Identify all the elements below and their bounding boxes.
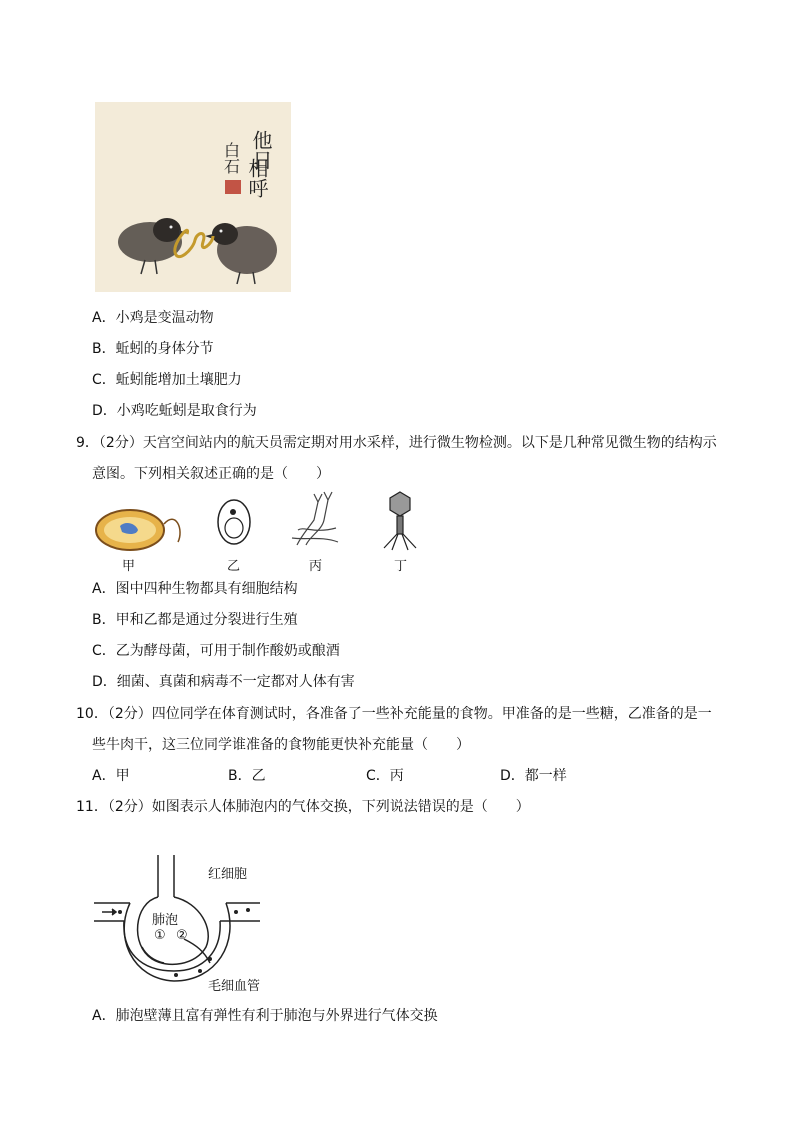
svg-text:白石: 白石	[221, 142, 241, 174]
q8-option-c: C．蚯蚓能增加土壤肥力	[92, 372, 242, 388]
q10-option-b: B．乙	[228, 768, 266, 784]
q9-option-d: D．细菌、真菌和病毒不一定都对人体有害	[92, 674, 355, 690]
q10-option-a: A．甲	[92, 768, 130, 784]
yeast-cell-diagram	[218, 500, 250, 544]
fig9-label-jia: 甲	[122, 559, 136, 574]
q8-option-b: B．蚯蚓的身体分节	[92, 341, 214, 357]
q8-option-d: D．小鸡吃蚯蚓是取食行为	[92, 403, 257, 419]
q11-option-a: A．肺泡壁薄且富有弹性有利于肺泡与外界进行气体交换	[92, 1008, 438, 1024]
q8-option-a: A．小鸡是变温动物	[92, 310, 214, 326]
mold-diagram	[292, 492, 338, 545]
microorganisms-figure	[92, 490, 432, 575]
seal-stamp	[225, 180, 241, 194]
q11-stem: 11．（2分）如图表示人体肺泡内的气体交换，下列说法错误的是（ ）	[76, 799, 530, 815]
svg-text:他日: 他日	[249, 130, 273, 170]
q9-option-b: B．甲和乙都是通过分裂进行生殖	[92, 612, 298, 628]
microorganisms-illustration	[92, 490, 432, 552]
q9-stem-line2: 意图。下列相关叙述正确的是（ ）	[92, 466, 330, 482]
fig9-label-ding: 丁	[394, 559, 408, 574]
label-red-blood-cell: 红细胞	[208, 867, 248, 882]
chicks-earthworm-painting	[95, 102, 291, 292]
q10-option-c: C．丙	[366, 768, 404, 784]
bacteriophage-diagram	[384, 492, 416, 550]
q10-stem-line2: 些牛肉干，这三位同学谁准备的食物能更快补充能量（ ）	[92, 737, 470, 753]
q9-option-c: C．乙为酵母菌，可用于制作酸奶或酿酒	[92, 643, 340, 659]
label-marker-2: ②	[176, 928, 188, 943]
label-capillary: 毛细血管	[208, 979, 261, 994]
q10-option-d: D．都一样	[500, 768, 567, 784]
q9-option-a: A．图中四种生物都具有细胞结构	[92, 581, 298, 597]
alveolus-gas-exchange-figure	[92, 855, 272, 995]
q10-stem-line1: 10．（2分）四位同学在体育测试时，各准备了一些补充能量的食物。甲准备的是一些糖，乙准备的是一	[76, 706, 712, 722]
painting-illustration	[95, 102, 291, 292]
label-marker-1: ①	[154, 928, 166, 943]
label-alveolus: 肺泡	[152, 913, 179, 928]
svg-text:相呼: 相呼	[245, 158, 269, 198]
bacterium-diagram	[96, 510, 180, 550]
q9-stem-line1: 9．（2分）天宫空间站内的航天员需定期对用水采样，进行微生物检测。以下是几种常见微生物的结构示	[76, 435, 717, 451]
fig9-label-yi: 乙	[227, 559, 241, 574]
fig9-label-bing: 丙	[309, 559, 323, 574]
